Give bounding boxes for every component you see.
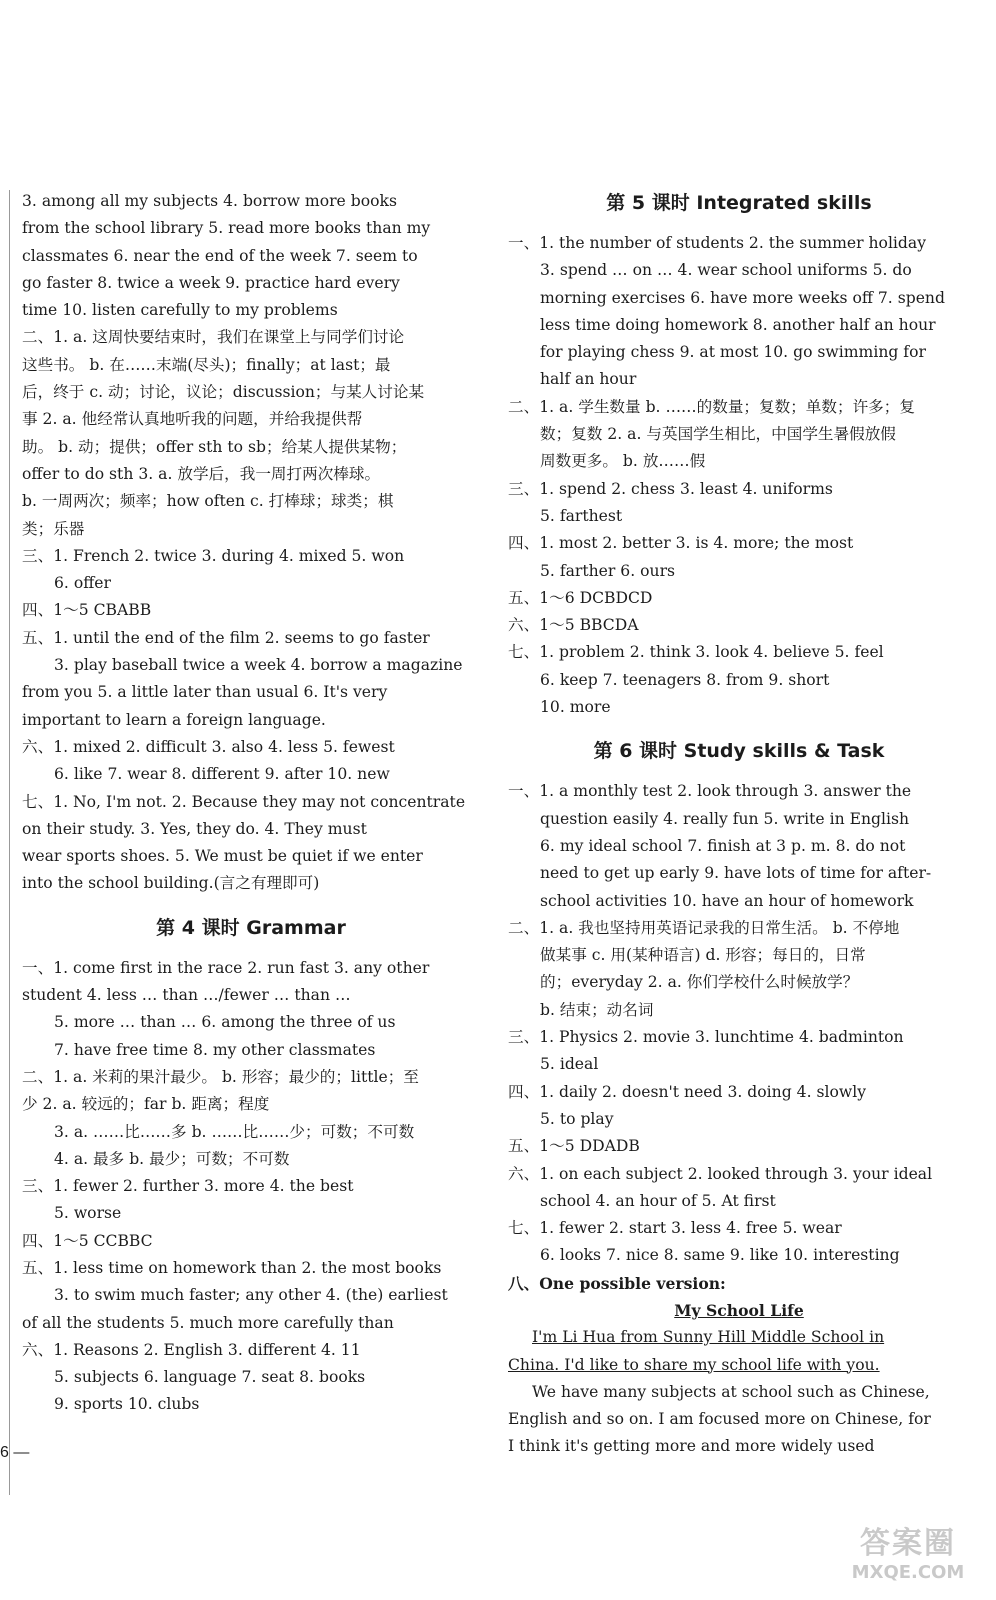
- watermark-title: 答案圈: [860, 1526, 956, 1561]
- answer-line: 五、1～5 DDADB: [508, 1137, 640, 1156]
- page-number: 6 —: [0, 1444, 30, 1461]
- left-column: [22, 188, 480, 1419]
- answer-line: of all the students 5. much more carefully than: [22, 1313, 394, 1332]
- essay-line: English and so on. I am focused more on Chinese, for: [508, 1410, 931, 1429]
- answer-line: b. 结束；动名词: [540, 1000, 654, 1019]
- essay-line: We have many subjects at school such as Chinese,: [532, 1382, 930, 1401]
- answer-line: 事 2. a. 他经常认真地听我的问题，并给我提供帮: [22, 410, 363, 429]
- answer-line: morning exercises 6. have more weeks off 7. spend: [540, 288, 945, 307]
- answer-line: 六、1～5 BBCDA: [508, 616, 639, 635]
- answer-line: 七、1. No, I'm not. 2. Because they may not concentrate: [22, 792, 466, 811]
- lesson4-answers: [22, 955, 480, 1419]
- answer-line: 6. my ideal school 7. finish at 3 p. m. 8. do not: [540, 836, 906, 855]
- answer-line: 5. farthest: [540, 506, 623, 525]
- answer-line: 3. a. ……比……多 b. ……比……少；可数；不可数: [54, 1122, 415, 1141]
- answer-line: 6. looks 7. nice 8. same 9. like 10. interesting: [540, 1246, 900, 1265]
- answer-line: 7. have free time 8. my other classmates: [54, 1040, 376, 1059]
- answer-line: 6. like 7. wear 8. different 9. after 10. new: [54, 765, 390, 784]
- answer-line: go faster 8. twice a week 9. practice hard every: [22, 273, 400, 292]
- essay-body: [508, 1324, 970, 1460]
- answer-line: from you 5. a little later than usual 6. It's very: [22, 683, 388, 702]
- answer-line: 6. offer: [54, 574, 111, 593]
- essay-line: I think it's getting more and more widely used: [508, 1437, 875, 1456]
- essay-title: My School Life: [674, 1300, 804, 1320]
- lesson4-heading: 第 4 课时 Grammar: [156, 916, 346, 939]
- essay-line: China. I'd like to share my school life with you.: [508, 1355, 880, 1374]
- answer-line: 三、1. fewer 2. further 3. more 4. the best: [22, 1177, 354, 1196]
- answer-line: 6. keep 7. teenagers 8. from 9. short: [540, 670, 830, 689]
- answer-line: wear sports shoes. 5. We must be quiet if we enter: [22, 847, 423, 866]
- answer-line: 助。 b. 动；提供；offer sth to sb；给某人提供某物；: [22, 437, 407, 456]
- answer-line: 4. a. 最多 b. 最少；可数；不可数: [54, 1149, 290, 1168]
- lesson5-answers: [508, 230, 970, 721]
- answer-line: 四、1～5 CCBBC: [22, 1231, 153, 1250]
- answer-line: classmates 6. near the end of the week 7. seem to: [22, 246, 418, 265]
- answer-line: 四、1～5 CBABB: [22, 601, 152, 620]
- right-column: [508, 188, 970, 1461]
- answer-line: 二、1. a. 米莉的果汁最少。 b. 形容；最少的；little；至: [22, 1067, 419, 1086]
- lesson6-answers: [508, 778, 970, 1297]
- answer-line: 5. farther 6. ours: [540, 561, 676, 580]
- answer-line: question easily 4. really fun 5. write in English: [540, 809, 910, 828]
- answer-line: half an hour: [540, 370, 637, 389]
- answer-line: 类；乐器: [22, 519, 85, 538]
- answer-line: 五、1～6 DCBDCD: [508, 588, 653, 607]
- answer-line: school activities 10. have an hour of homework: [540, 891, 914, 910]
- answer-line: 一、1. the number of students 2. the summer holiday: [508, 234, 927, 252]
- answer-line: 3. play baseball twice a week 4. borrow a magazine: [54, 656, 463, 675]
- answer-line: on their study. 3. Yes, they do. 4. They must: [22, 819, 367, 838]
- answer-line: 二、1. a. 这周快要结束时，我们在课堂上与同学们讨论: [22, 328, 405, 347]
- answer-line: 10. more: [540, 698, 611, 717]
- answer-line: 3. among all my subjects 4. borrow more books: [22, 192, 397, 210]
- essay-line: I'm Li Hua from Sunny Hill Middle School in: [532, 1328, 885, 1347]
- answer-line: 七、1. fewer 2. start 3. less 4. free 5. wear: [508, 1219, 842, 1238]
- answer-line: 3. spend … on … 4. wear school uniforms 5. do: [540, 261, 912, 280]
- answer-line: offer to do sth 3. a. 放学后，我一周打两次棒球。: [22, 464, 381, 483]
- answer-line: 七、1. problem 2. think 3. look 4. believe 5. feel: [508, 643, 884, 662]
- answer-line: 一、1. a monthly test 2. look through 3. answer the: [508, 782, 912, 801]
- answer-line: school 4. an hour of 5. At first: [540, 1191, 776, 1210]
- answer-line: 周数更多。 b. 放……假: [540, 452, 706, 471]
- answer-line: 六、1. on each subject 2. looked through 3. your ideal: [508, 1164, 933, 1183]
- answer-line: time 10. listen carefully to my problems: [22, 301, 338, 320]
- answer-line: 数；复数 2. a. 与英国学生相比，中国学生暑假放假: [540, 425, 896, 444]
- answer-line: important to learn a foreign language.: [22, 710, 326, 729]
- watermark-url: MXQE.COM: [851, 1562, 965, 1583]
- answer-line: 的；everyday 2. a. 你们学校什么时候放学？: [540, 973, 859, 992]
- answer-line: b. 一周两次；频率；how often c. 打棒球；球类；棋: [22, 492, 394, 511]
- answer-line: 六、1. mixed 2. difficult 3. also 4. less 5. fewest: [22, 737, 395, 756]
- answer-line: 少 2. a. 较远的；far b. 距离；程度: [22, 1095, 270, 1114]
- answer-line: student 4. less … than …/fewer … than …: [22, 986, 351, 1005]
- lesson5-heading: 第 5 课时 Integrated skills: [606, 192, 872, 214]
- answer-line: for playing chess 9. at most 10. go swimming for: [540, 343, 926, 362]
- answer-line: 3. to swim much faster; any other 4. (the) earliest: [54, 1286, 448, 1305]
- answer-line: 5. more … than … 6. among the three of us: [54, 1013, 396, 1032]
- answer-line: 三、1. French 2. twice 3. during 4. mixed 5. won: [22, 546, 405, 565]
- answer-line: 这些书。 b. 在……末端(尽头)；finally；at last；最: [22, 355, 391, 374]
- answer-line: 四、1. most 2. better 3. is 4. more; the most: [508, 534, 854, 553]
- answer-line: 9. sports 10. clubs: [54, 1395, 200, 1414]
- answer-line: 八、One possible version:: [508, 1273, 726, 1293]
- answer-line: 二、1. a. 学生数量 b. ……的数量；复数；单数；许多；复: [508, 397, 915, 416]
- answer-line: 后，终于 c. 动；讨论，议论；discussion；与某人讨论某: [22, 383, 425, 402]
- answer-line: 五、1. less time on homework than 2. the most books: [22, 1258, 442, 1277]
- answer-line: 五、1. until the end of the film 2. seems to go faster: [22, 628, 430, 647]
- lesson3-answers-continued: [22, 188, 480, 898]
- column-divider: [9, 190, 10, 1495]
- answer-line: 三、1. Physics 2. movie 3. lunchtime 4. badminton: [508, 1028, 904, 1047]
- answer-line: 二、1. a. 我也坚持用英语记录我的日常生活。 b. 不停地: [508, 918, 900, 937]
- answer-line: 四、1. daily 2. doesn't need 3. doing 4. slowly: [508, 1082, 867, 1101]
- answer-line: 5. subjects 6. language 7. seat 8. books: [54, 1368, 366, 1387]
- answer-line: 5. worse: [54, 1204, 122, 1223]
- answer-line: 做某事 c. 用(某种语言) d. 形容；每日的，日常: [540, 946, 866, 965]
- answer-line: 5. ideal: [540, 1055, 599, 1074]
- watermark-logo: [840, 1526, 976, 1590]
- lesson6-heading: 第 6 课时 Study skills & Task: [593, 740, 885, 763]
- answer-line: 一、1. come first in the race 2. run fast 3. any other: [22, 958, 430, 977]
- answer-line: 5. to play: [540, 1109, 614, 1128]
- answer-line: from the school library 5. read more books than my: [22, 219, 431, 238]
- answer-line: 三、1. spend 2. chess 3. least 4. uniforms: [508, 479, 833, 498]
- answer-line: 六、1. Reasons 2. English 3. different 4. 11: [22, 1340, 361, 1359]
- answer-line: less time doing homework 8. another half an hour: [540, 315, 936, 334]
- answer-line: need to get up early 9. have lots of time for after-: [540, 864, 932, 883]
- answer-line: into the school building.(言之有理即可): [22, 874, 320, 893]
